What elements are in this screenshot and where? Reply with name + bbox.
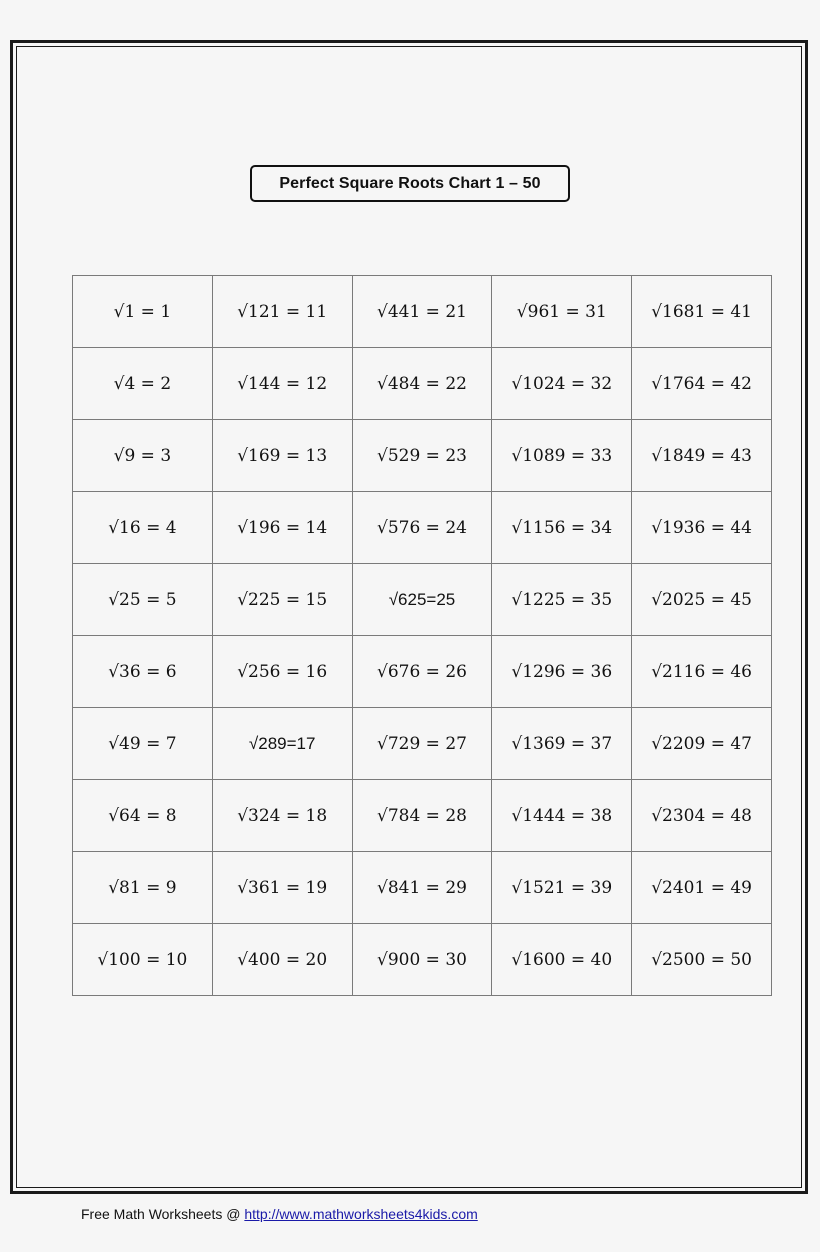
table-cell bbox=[492, 348, 632, 420]
root-expression: √676 = 26 bbox=[377, 661, 467, 682]
footer bbox=[81, 1206, 478, 1222]
root-expression: √324 = 18 bbox=[237, 805, 328, 826]
root-expression: √25 = 5 bbox=[108, 589, 177, 610]
root-expression: √121 = 11 bbox=[237, 301, 328, 322]
root-expression: √64 = 8 bbox=[108, 805, 177, 826]
table-cell bbox=[212, 420, 352, 492]
root-expression: √400 = 20 bbox=[237, 949, 328, 970]
table-cell bbox=[352, 564, 492, 636]
root-expression: √1936 = 44 bbox=[651, 517, 752, 538]
root-expression: √841 = 29 bbox=[377, 877, 467, 898]
root-expression: √1521 = 39 bbox=[511, 877, 613, 898]
root-expression: √1849 = 43 bbox=[651, 445, 752, 466]
root-expression: √9 = 3 bbox=[113, 445, 172, 466]
table-row bbox=[73, 780, 772, 852]
root-expression: √169 = 13 bbox=[237, 445, 328, 466]
root-expression: √4 = 2 bbox=[113, 373, 172, 394]
footer-link[interactable]: http://www.mathworksheets4kids.com bbox=[244, 1206, 478, 1222]
table-row bbox=[73, 564, 772, 636]
root-expression: √16 = 4 bbox=[108, 517, 177, 538]
table-cell bbox=[492, 852, 632, 924]
root-expression: √36 = 6 bbox=[108, 661, 177, 682]
root-expression: √1024 = 32 bbox=[511, 373, 613, 394]
table-cell bbox=[492, 708, 632, 780]
root-expression: √1681 = 41 bbox=[651, 301, 752, 322]
table-cell bbox=[492, 420, 632, 492]
table-cell bbox=[632, 636, 772, 708]
root-expression: √484 = 22 bbox=[377, 373, 467, 394]
root-expression: √784 = 28 bbox=[377, 805, 467, 826]
root-expression: √576 = 24 bbox=[377, 517, 467, 538]
root-expression: √361 = 19 bbox=[237, 877, 328, 898]
table-cell bbox=[73, 636, 213, 708]
table-cell bbox=[73, 924, 213, 996]
root-expression: √2500 = 50 bbox=[651, 949, 752, 970]
root-expression: √900 = 30 bbox=[377, 949, 467, 970]
table-cell bbox=[492, 780, 632, 852]
table-cell bbox=[352, 636, 492, 708]
table-cell bbox=[632, 348, 772, 420]
root-expression: √100 = 10 bbox=[97, 949, 188, 970]
table-cell bbox=[492, 276, 632, 348]
table-cell bbox=[352, 276, 492, 348]
table-cell bbox=[212, 348, 352, 420]
table-cell bbox=[73, 708, 213, 780]
table-cell bbox=[212, 780, 352, 852]
root-expression: √1089 = 33 bbox=[511, 445, 613, 466]
table-cell bbox=[212, 852, 352, 924]
table-cell bbox=[352, 852, 492, 924]
table-cell bbox=[73, 852, 213, 924]
root-expression: √441 = 21 bbox=[377, 301, 467, 322]
square-roots-table bbox=[72, 275, 772, 996]
table-cell bbox=[492, 924, 632, 996]
root-expression: √1 = 1 bbox=[113, 301, 172, 322]
root-expression: √2209 = 47 bbox=[651, 733, 752, 754]
page-title: Perfect Square Roots Chart 1 – 50 bbox=[279, 174, 541, 192]
table-row bbox=[73, 348, 772, 420]
table-cell bbox=[632, 564, 772, 636]
table-cell bbox=[632, 420, 772, 492]
root-expression: √2401 = 49 bbox=[651, 877, 752, 898]
table-cell bbox=[352, 348, 492, 420]
table-cell bbox=[73, 420, 213, 492]
table-cell bbox=[212, 276, 352, 348]
table-cell bbox=[492, 492, 632, 564]
table-cell bbox=[352, 420, 492, 492]
table-row bbox=[73, 924, 772, 996]
table-cell bbox=[352, 924, 492, 996]
root-expression: √2116 = 46 bbox=[651, 661, 752, 682]
table-cell bbox=[212, 636, 352, 708]
root-expression: √625=25 bbox=[388, 589, 456, 609]
table-row bbox=[73, 420, 772, 492]
root-expression: √2025 = 45 bbox=[651, 589, 752, 610]
table-cell bbox=[492, 564, 632, 636]
table-cell bbox=[632, 492, 772, 564]
table-row bbox=[73, 708, 772, 780]
root-expression: √144 = 12 bbox=[237, 373, 328, 394]
table-cell bbox=[632, 924, 772, 996]
root-expression: √729 = 27 bbox=[377, 733, 467, 754]
footer-prefix: Free Math Worksheets @ bbox=[81, 1206, 245, 1222]
root-expression: √1600 = 40 bbox=[511, 949, 613, 970]
root-expression: √289=17 bbox=[248, 733, 316, 753]
root-expression: √81 = 9 bbox=[108, 877, 177, 898]
root-expression: √1444 = 38 bbox=[511, 805, 613, 826]
root-expression: √1764 = 42 bbox=[651, 373, 752, 394]
root-expression: √1369 = 37 bbox=[511, 733, 613, 754]
root-expression: √2304 = 48 bbox=[651, 805, 752, 826]
root-expression: √1156 = 34 bbox=[511, 517, 613, 538]
table-cell bbox=[73, 276, 213, 348]
root-expression: √49 = 7 bbox=[108, 733, 177, 754]
root-expression: √196 = 14 bbox=[237, 517, 328, 538]
table-row bbox=[73, 276, 772, 348]
root-expression: √1225 = 35 bbox=[511, 589, 613, 610]
table-cell bbox=[212, 492, 352, 564]
table-cell bbox=[632, 780, 772, 852]
table-cell bbox=[73, 348, 213, 420]
table-cell bbox=[352, 708, 492, 780]
table-cell bbox=[212, 924, 352, 996]
table-cell bbox=[632, 276, 772, 348]
table-cell bbox=[492, 636, 632, 708]
table-cell bbox=[632, 852, 772, 924]
table-cell bbox=[352, 780, 492, 852]
title-box bbox=[250, 165, 570, 202]
root-expression: √961 = 31 bbox=[516, 301, 607, 322]
table-row bbox=[73, 636, 772, 708]
root-expression: √256 = 16 bbox=[237, 661, 328, 682]
table-cell bbox=[212, 708, 352, 780]
table-cell bbox=[73, 780, 213, 852]
table-cell bbox=[73, 564, 213, 636]
root-expression: √529 = 23 bbox=[377, 445, 467, 466]
table-row bbox=[73, 492, 772, 564]
table-cell bbox=[632, 708, 772, 780]
table-cell bbox=[212, 564, 352, 636]
table-cell bbox=[352, 492, 492, 564]
root-expression: √1296 = 36 bbox=[511, 661, 613, 682]
table-row bbox=[73, 852, 772, 924]
table-cell bbox=[73, 492, 213, 564]
root-expression: √225 = 15 bbox=[237, 589, 328, 610]
